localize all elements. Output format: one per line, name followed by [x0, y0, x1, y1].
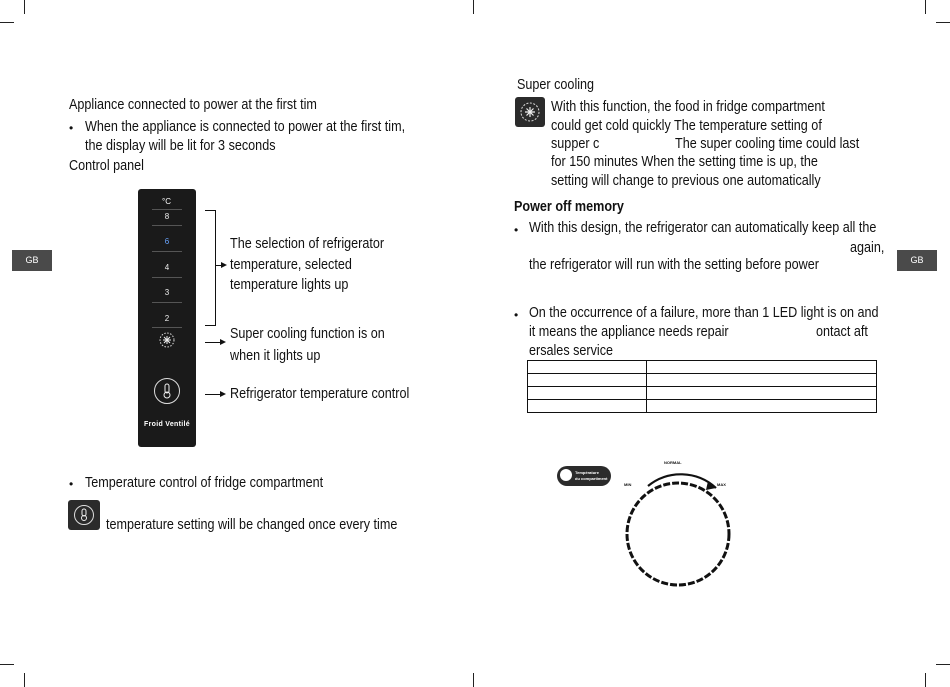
control-panel-illustration: [138, 189, 196, 447]
panel-divider: [152, 251, 182, 252]
failure-text-2a: it means the appliance needs repair: [529, 323, 729, 340]
bullet-dot: •: [514, 308, 519, 322]
panel-divider: [152, 277, 182, 278]
failure-table: [527, 360, 877, 413]
table-cell: [647, 374, 877, 387]
crop-mark: [936, 664, 950, 665]
arrow-head: [220, 339, 226, 345]
super-cooling-icon: [158, 331, 176, 349]
failure-text-1: On the occurrence of a failure, more than 1 LED light is on and: [529, 304, 879, 321]
celsius-unit: °C: [162, 197, 171, 206]
super-text-3b: The super cooling time could last: [675, 135, 860, 152]
temp-setting-caption: temperature setting will be changed once every time: [106, 516, 398, 533]
brand-label: Froid Ventilé: [144, 421, 190, 428]
table-cell: [528, 374, 647, 387]
arrow: [205, 394, 221, 395]
panel-divider: [152, 225, 182, 226]
callout-supercool-2: when it lights up: [230, 347, 321, 364]
table-row: [528, 400, 877, 413]
thermometer-glyph: [79, 508, 89, 522]
heading-first-power: Appliance connected to power at the first tim: [69, 96, 317, 113]
temp-3: 3: [164, 288, 170, 297]
temp-8: 8: [164, 212, 170, 221]
panel-divider: [152, 327, 182, 328]
table-cell: [528, 387, 647, 400]
callout-selection-3: temperature lights up: [230, 276, 349, 293]
compartment-badge: [557, 466, 611, 486]
panel-divider: [152, 302, 182, 303]
badge-thermometer-icon: [560, 469, 572, 481]
first-power-text-2: the display will be lit for 3 seconds: [85, 137, 276, 154]
badge-text-1: Température: [575, 470, 599, 475]
crop-mark: [473, 0, 474, 14]
crop-mark: [0, 22, 14, 23]
table-cell: [647, 387, 877, 400]
callout-supercool-1: Super cooling function is on: [230, 325, 385, 342]
table-row: [528, 361, 877, 374]
dial-max-label: MAX: [717, 482, 726, 487]
crop-mark: [936, 22, 950, 23]
heading-control-panel: Control panel: [69, 157, 144, 174]
crop-mark: [925, 673, 926, 687]
callout-temp-control: Refrigerator temperature control: [230, 385, 410, 402]
crop-mark: [24, 0, 25, 14]
side-tab-left: GB: [12, 250, 52, 271]
memory-text-2: again,: [850, 239, 885, 256]
callout-selection-2: temperature, selected: [230, 256, 352, 273]
bullet-dot: •: [69, 477, 74, 491]
super-cooling-icon: [519, 101, 541, 123]
failure-text-3: ersales service: [529, 342, 614, 359]
dial-min-label: MIN: [624, 482, 632, 487]
thermometer-icon: [161, 383, 173, 399]
crop-mark: [473, 673, 474, 687]
temp-2: 2: [164, 314, 170, 323]
table-cell: [647, 400, 877, 413]
table-row: [528, 387, 877, 400]
crop-mark: [24, 673, 25, 687]
temperature-button-icon: [68, 500, 100, 530]
table-cell: [647, 361, 877, 374]
callout-selection-1: The selection of refrigerator: [230, 235, 385, 252]
super-text-5: setting will change to previous one automatically: [551, 172, 821, 189]
heading-power-off-memory: Power off memory: [514, 198, 624, 215]
table-cell: [528, 400, 647, 413]
first-power-text-1: When the appliance is connected to power at the first tim,: [85, 118, 406, 135]
super-text-2: could get cold quickly The temperature setting of: [551, 117, 822, 134]
arrow: [205, 342, 221, 343]
failure-text-2b: ontact aft: [816, 323, 868, 340]
temp-4: 4: [164, 263, 170, 272]
temperature-button[interactable]: [154, 378, 180, 404]
heading-super-cooling: Super cooling: [517, 76, 595, 93]
memory-text-3: the refrigerator will run with the setting before power: [529, 256, 819, 273]
table-cell: [528, 361, 647, 374]
arrow-head: [221, 262, 227, 268]
side-tab-right: GB: [897, 250, 937, 271]
super-text-3a: supper c: [551, 135, 600, 152]
crop-mark: [925, 0, 926, 14]
temp-6-selected: 6: [164, 237, 170, 246]
bullet-dot: •: [514, 223, 519, 237]
table-row: [528, 374, 877, 387]
badge-text-2: du compartiment: [575, 476, 608, 481]
memory-text-1: With this design, the refrigerator can automatically keep all the: [529, 219, 877, 236]
dial-normal-label: NORMAL: [664, 460, 682, 465]
super-text-4: for 150 minutes When the setting time is up, the: [551, 153, 818, 170]
crop-mark: [0, 664, 14, 665]
arrow-head: [220, 391, 226, 397]
panel-divider: [152, 209, 182, 210]
bullet-dot: •: [69, 121, 74, 135]
super-cooling-icon-box: [515, 97, 545, 127]
temp-control-heading: Temperature control of fridge compartment: [85, 474, 324, 491]
super-text-1: With this function, the food in fridge compartment: [551, 98, 825, 115]
numbers-bracket: [205, 210, 216, 326]
thermometer-icon: [74, 505, 94, 525]
temperature-dial[interactable]: [618, 466, 738, 588]
